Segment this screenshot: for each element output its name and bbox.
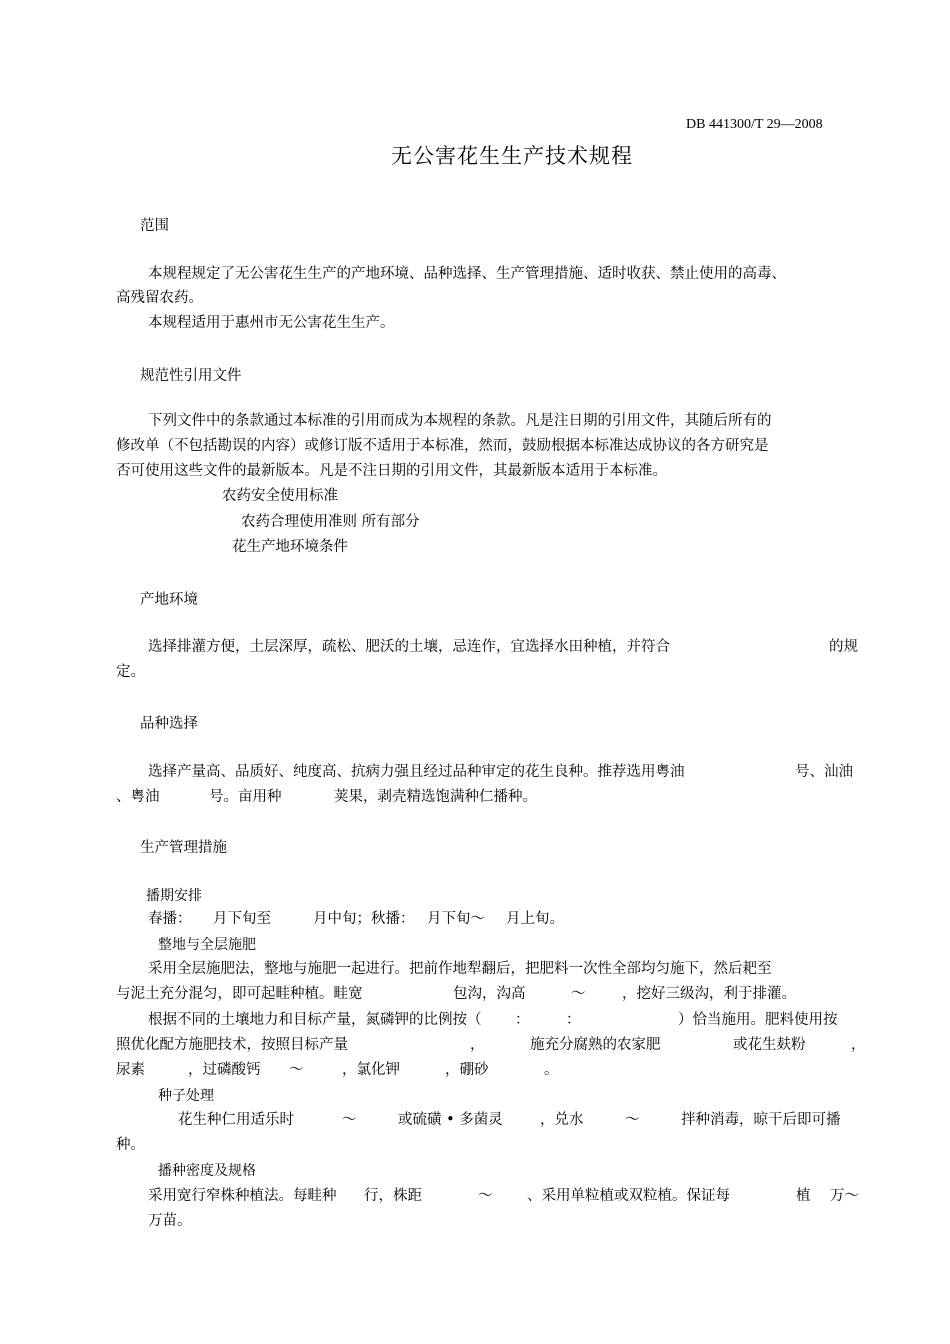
variety-line2-c: 荚果，剥壳精选饱满种仁播种。 bbox=[334, 789, 537, 805]
seed-line1-b: ～ bbox=[342, 1112, 357, 1128]
env-line1-tail: 的规 bbox=[829, 639, 858, 655]
sowing-spring-label: 春播： bbox=[148, 911, 192, 927]
subheading-land-fertilization: 整地与全层施肥 bbox=[158, 937, 256, 953]
variety-line1-tail: 号、汕油 bbox=[795, 764, 853, 780]
density-line1-a: 采用宽行窄株种植法。每畦种 bbox=[148, 1188, 337, 1204]
seed-line1-d: ，兑水 bbox=[540, 1112, 584, 1128]
fert-a-line2-b: 包沟，沟高 bbox=[453, 986, 526, 1002]
fert-b-line2-a: 照优化配方施肥技术，按照目标产量 bbox=[116, 1037, 348, 1053]
section-heading-environment: 产地环境 bbox=[140, 592, 198, 608]
fert-b-line3-e: ，硼砂 bbox=[445, 1062, 489, 1078]
density-line1-c: ～ bbox=[478, 1188, 493, 1204]
density-line1-f: 万～ bbox=[830, 1188, 859, 1204]
refs-paragraph-line3: 否可使用这些文件的最新版本。凡是不注日期的引用文件，其最新版本适用于本标准。 bbox=[116, 463, 667, 479]
env-line1-text: 选择排灌方便，土层深厚，疏松、肥沃的土壤，忌连作，宜选择水田种植，并符合 bbox=[148, 639, 670, 655]
fert-b-line3-a: 尿素 bbox=[116, 1062, 145, 1078]
sowing-autumn-start: 月下旬～ bbox=[427, 911, 485, 927]
fert-b-line1-d: ）恰当施用。肥料使用按 bbox=[678, 1012, 838, 1028]
fert-b-line1-b: ： bbox=[515, 1012, 530, 1028]
fert-b-line2-b: ， bbox=[470, 1037, 485, 1053]
sowing-spring-start: 月下旬至 bbox=[213, 911, 271, 927]
density-line1-d: 、采用单粒植或双粒植。保证每 bbox=[527, 1188, 730, 1204]
fert-b-line3-d: ，氯化钾 bbox=[342, 1062, 400, 1078]
fert-a-line2-d: ，挖好三级沟，利于排灌。 bbox=[622, 986, 796, 1002]
subheading-sowing-density: 播种密度及规格 bbox=[158, 1163, 256, 1179]
variety-line2-b: 号。亩用种 bbox=[209, 789, 282, 805]
ref-doc-pesticide-guidelines: 农药合理使用准则 所有部分 bbox=[241, 514, 420, 530]
seed-line2: 种。 bbox=[116, 1137, 145, 1153]
ref-doc-pesticide-safety: 农药安全使用标准 bbox=[222, 488, 338, 504]
document-title: 无公害花生生产技术规程 bbox=[391, 144, 633, 168]
scope-paragraph-2: 本规程适用于惠州市无公害花生生产。 bbox=[148, 315, 395, 331]
seed-line1-f: 拌种消毒，晾干后即可播 bbox=[681, 1112, 841, 1128]
fert-b-line2-e: ， bbox=[851, 1037, 866, 1053]
fert-b-line3-b: ，过磷酸钙 bbox=[188, 1062, 261, 1078]
scope-paragraph-line2: 高残留农药。 bbox=[116, 290, 203, 306]
standard-code: DB 441300/T 29—2008 bbox=[686, 117, 823, 132]
fert-b-line2-c: 施充分腐熟的农家肥 bbox=[530, 1037, 661, 1053]
env-line2: 定。 bbox=[116, 664, 145, 680]
section-heading-variety: 品种选择 bbox=[140, 716, 198, 732]
fert-b-line1-c: ： bbox=[566, 1012, 581, 1028]
refs-paragraph-line1: 下列文件中的条款通过本标准的引用而成为本规程的条款。凡是注日期的引用文件，其随后所有的 bbox=[148, 413, 772, 429]
section-heading-management: 生产管理措施 bbox=[140, 840, 227, 856]
sowing-autumn-label: 月中旬；秋播： bbox=[313, 911, 415, 927]
subheading-seed-treatment: 种子处理 bbox=[158, 1088, 214, 1104]
fert-b-line2-d: 或花生麸粉 bbox=[733, 1037, 806, 1053]
section-heading-normative-references: 规范性引用文件 bbox=[140, 368, 242, 384]
sowing-autumn-end: 月上旬。 bbox=[506, 911, 564, 927]
fert-b-line3-c: ～ bbox=[289, 1062, 304, 1078]
fert-b-line3-f: 。 bbox=[544, 1062, 559, 1078]
seed-line1-a: 花生种仁用适乐时 bbox=[178, 1112, 294, 1128]
seed-line1-e: ～ bbox=[625, 1112, 640, 1128]
refs-paragraph-line2: 修改单（不包括勘误的内容）或修订版不适用于本标准，然而，鼓励根据本标准达成协议的各方研究是 bbox=[116, 438, 769, 454]
fert-a-line2-c: ～ bbox=[571, 986, 586, 1002]
section-heading-scope: 范围 bbox=[140, 218, 169, 234]
variety-line2-a: 、粤油 bbox=[116, 789, 160, 805]
density-line1-e: 植 bbox=[796, 1188, 811, 1204]
density-line1-b: 行，株距 bbox=[364, 1188, 422, 1204]
seed-line1-c: 或硫磺 • 多菌灵 bbox=[398, 1112, 503, 1128]
variety-line1-text: 选择产量高、品质好、纯度高、抗病力强且经过品种审定的花生良种。推荐选用粤油 bbox=[148, 764, 685, 780]
fert-b-line1-a: 根据不同的土壤地力和目标产量，氮磷钾的比例按（ bbox=[148, 1012, 482, 1028]
fert-a-line1: 采用全层施肥法，整地与施肥一起进行。把前作地犁翻后，把肥料一次性全部均匀施下，然后耙至 bbox=[148, 961, 772, 977]
ref-doc-peanut-environment: 花生产地环境条件 bbox=[232, 539, 348, 555]
fert-a-line2-a: 与泥土充分混匀，即可起畦种植。畦宽 bbox=[116, 986, 363, 1002]
scope-paragraph-line1: 本规程规定了无公害花生生产的产地环境、品种选择、生产管理措施、适时收获、禁止使用的高毒、 bbox=[148, 266, 786, 282]
density-line2: 万苗。 bbox=[148, 1213, 192, 1229]
subheading-sowing-schedule: 播期安排 bbox=[146, 888, 202, 904]
